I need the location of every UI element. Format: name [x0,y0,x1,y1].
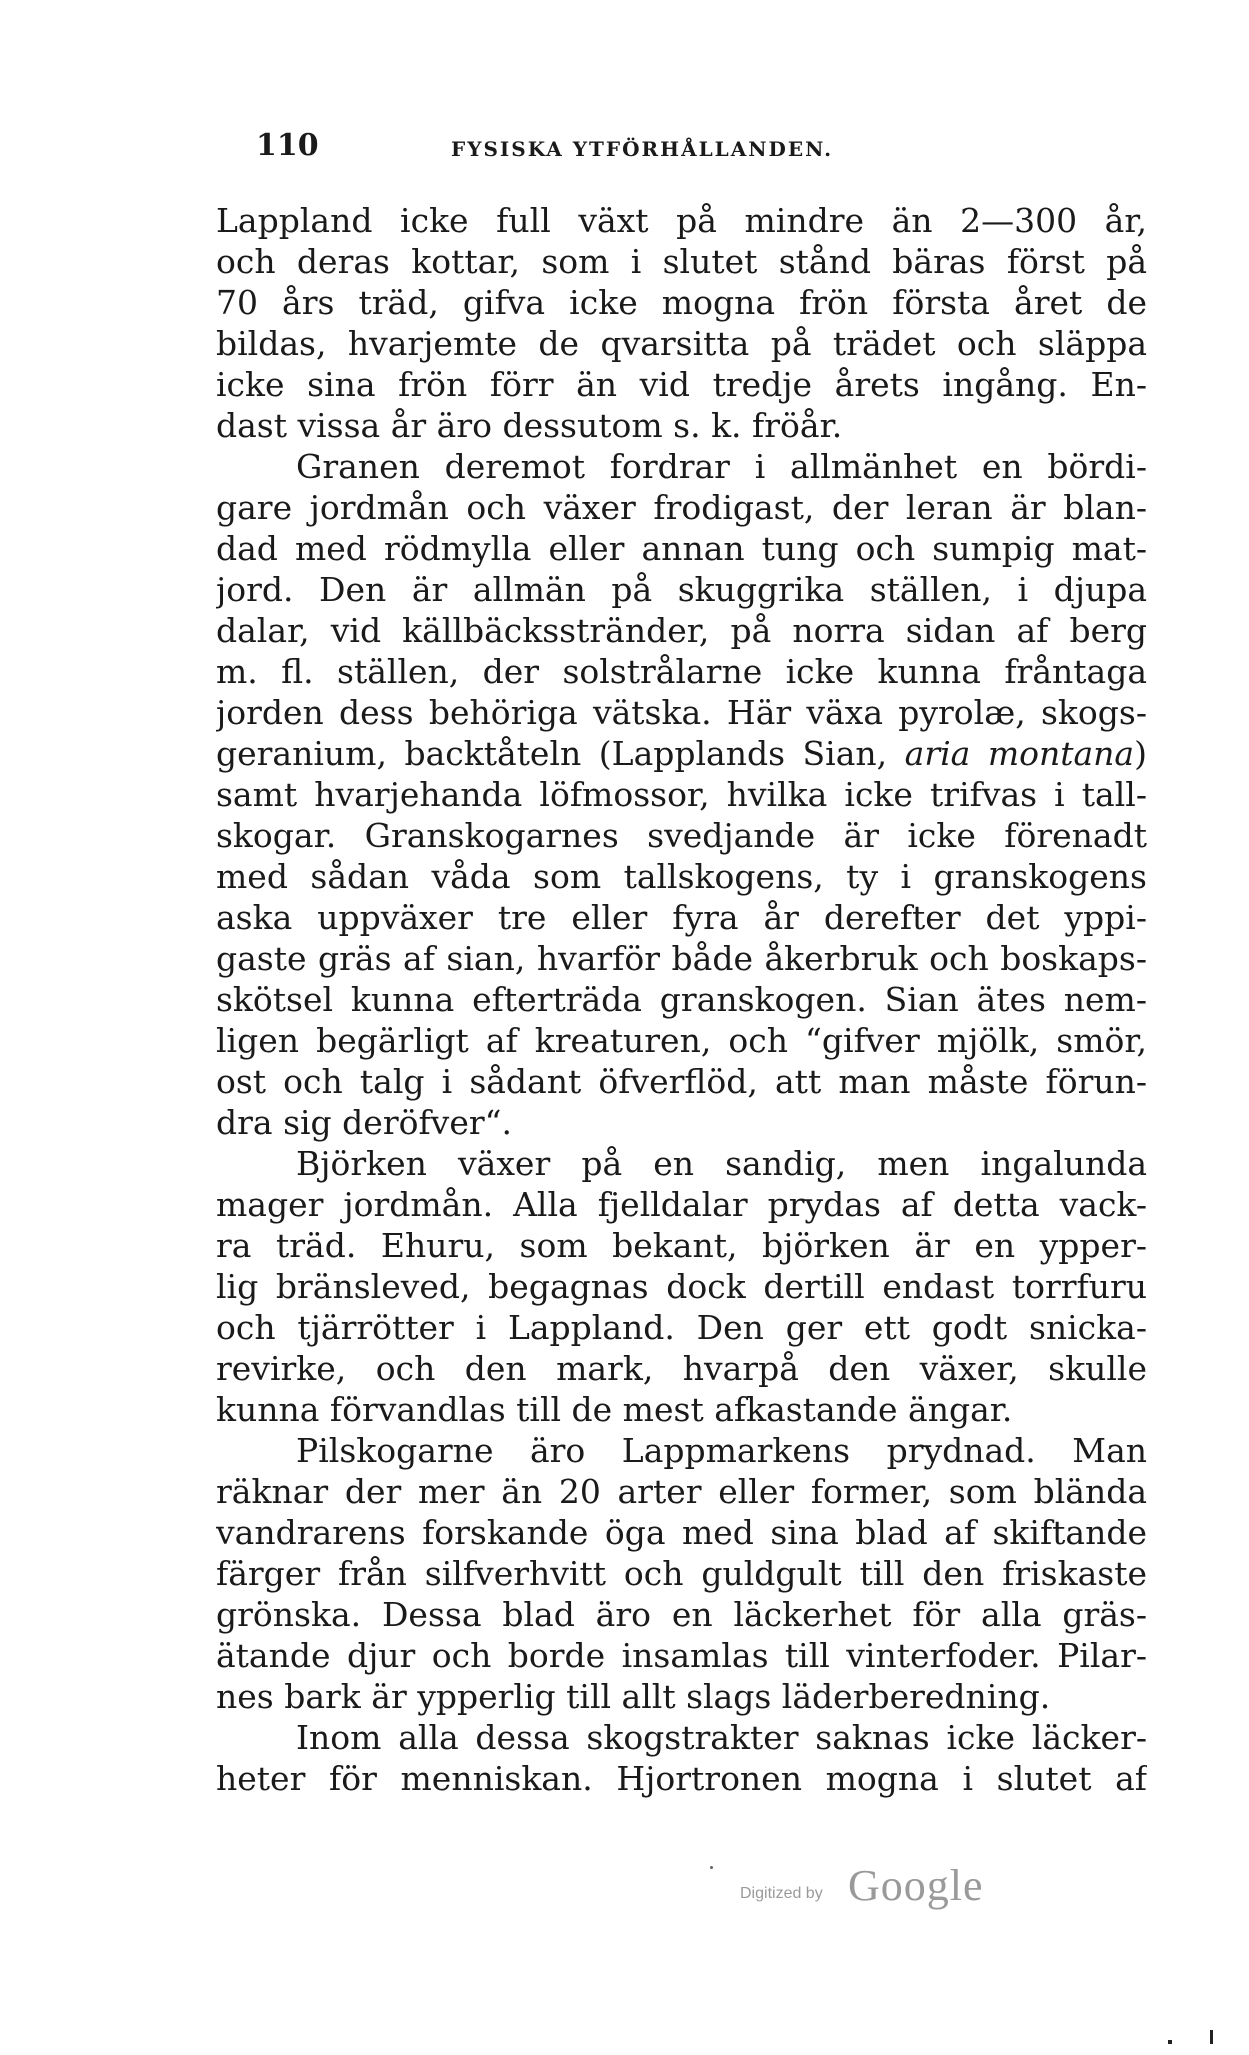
text-line: mager jordmån. Alla fjelldalar prydas af detta vack- [216,1185,1147,1224]
text-line: ra träd. Ehuru, som bekant, björken är en ypper- [216,1226,1147,1265]
text-line: vandrarens forskande öga med sina blad af skiftande [216,1513,1147,1552]
running-head: FYSISKA YTFÖRHÅLLANDEN. [451,137,834,161]
scan-speck [710,1866,713,1869]
text-line: nes bark är ypperlig till allt slags läderberedning. [216,1677,1051,1716]
page-header [256,128,956,168]
text-line: jorden dess behöriga vätska. Här växa pyrolæ, skogs- [216,693,1147,732]
text-line: och tjärrötter i Lappland. Den ger ett godt snicka- [216,1308,1147,1347]
text-line: bildas, hvarjemte de qvarsitta på trädet och släppa [216,324,1147,363]
text-line: 70 års träd, gifva icke mogna frön första året de [216,283,1147,322]
digitized-watermark [740,1855,1040,1915]
text-line: Granen deremot fordrar i allmänhet en bördi- [296,447,1147,486]
text-line: Lappland icke full växt på mindre än 2—300 år, [216,201,1147,240]
italic-term: aria montana [904,734,1135,773]
text-line: samt hvarjehanda löfmossor, hvilka icke trifvas i tall- [216,775,1147,814]
text-line: färger från silfverhvitt och guldgult till den friskaste [216,1554,1147,1593]
scan-edge-mark [1210,2030,1213,2044]
text-line: skötsel kunna efterträda granskogen. Sian ätes nem- [216,980,1147,1019]
text-line: icke sina frön förr än vid tredje årets ingång. En- [216,365,1147,404]
text-line: jord. Den är allmän på skuggrika ställen, i djupa [216,570,1147,609]
digitized-by-label: Digitized by [740,1885,823,1902]
text-line: ligen begärligt af kreaturen, och “gifver mjölk, smör, [216,1021,1147,1060]
text-line: gaste gräs af sian, hvarför både åkerbruk och boskaps- [216,939,1147,978]
text-line: aska uppväxer tre eller fyra år derefter det yppi- [216,898,1147,937]
text-line: Inom alla dessa skogstrakter saknas icke läcker- [296,1718,1147,1757]
text-line: lig bränsleved, begagnas dock dertill endast torrfuru [216,1267,1147,1306]
text-line: grönska. Dessa blad äro en läckerhet för alla gräs- [216,1595,1147,1634]
body-text [216,200,1147,1799]
text-line: med sådan våda som tallskogens, ty i granskogens [216,857,1147,896]
text-line: kunna förvandlas till de mest afkastande ängar. [216,1390,1013,1429]
text-line: gare jordmån och växer frodigast, der leran är blan- [216,488,1147,527]
text-line: m. fl. ställen, der solstrålarne icke kunna fråntaga [216,652,1147,691]
text-line: Björken växer på en sandig, men ingalunda [296,1144,1147,1183]
text-line: ätande djur och borde insamlas till vinterfoder. Pilar- [216,1636,1147,1675]
text-line: dast vissa år äro dessutom s. k. fröår. [216,406,843,445]
page-number: 110 [256,128,319,163]
text-line: heter för menniskan. Hjortronen mogna i slutet af [216,1759,1147,1798]
google-logo: Google [848,1861,984,1910]
text-line: skogar. Granskogarnes svedjande är icke förenadt [216,816,1147,855]
text-line: ost och talg i sådant öfverflöd, att man måste förun- [216,1062,1147,1101]
text-line: dalar, vid källbäcksstränder, på norra sidan af berg [216,611,1147,650]
text-line: Pilskogarne äro Lappmarkens prydnad. Man [296,1431,1147,1470]
text-line: revirke, och den mark, hvarpå den växer, skulle [216,1349,1147,1388]
text-line: och deras kottar, som i slutet stånd bäras först på [216,242,1147,281]
text-line: dra sig deröfver“. [216,1103,512,1142]
text-line-italic-term: geranium, backtåteln (Lapplands Sian, aria montana) [216,734,1147,773]
scan-edge-speck [1168,2040,1172,2044]
text-line: dad med rödmylla eller annan tung och sumpig mat- [216,529,1147,568]
text-line: räknar der mer än 20 arter eller former, som blända [216,1472,1147,1511]
